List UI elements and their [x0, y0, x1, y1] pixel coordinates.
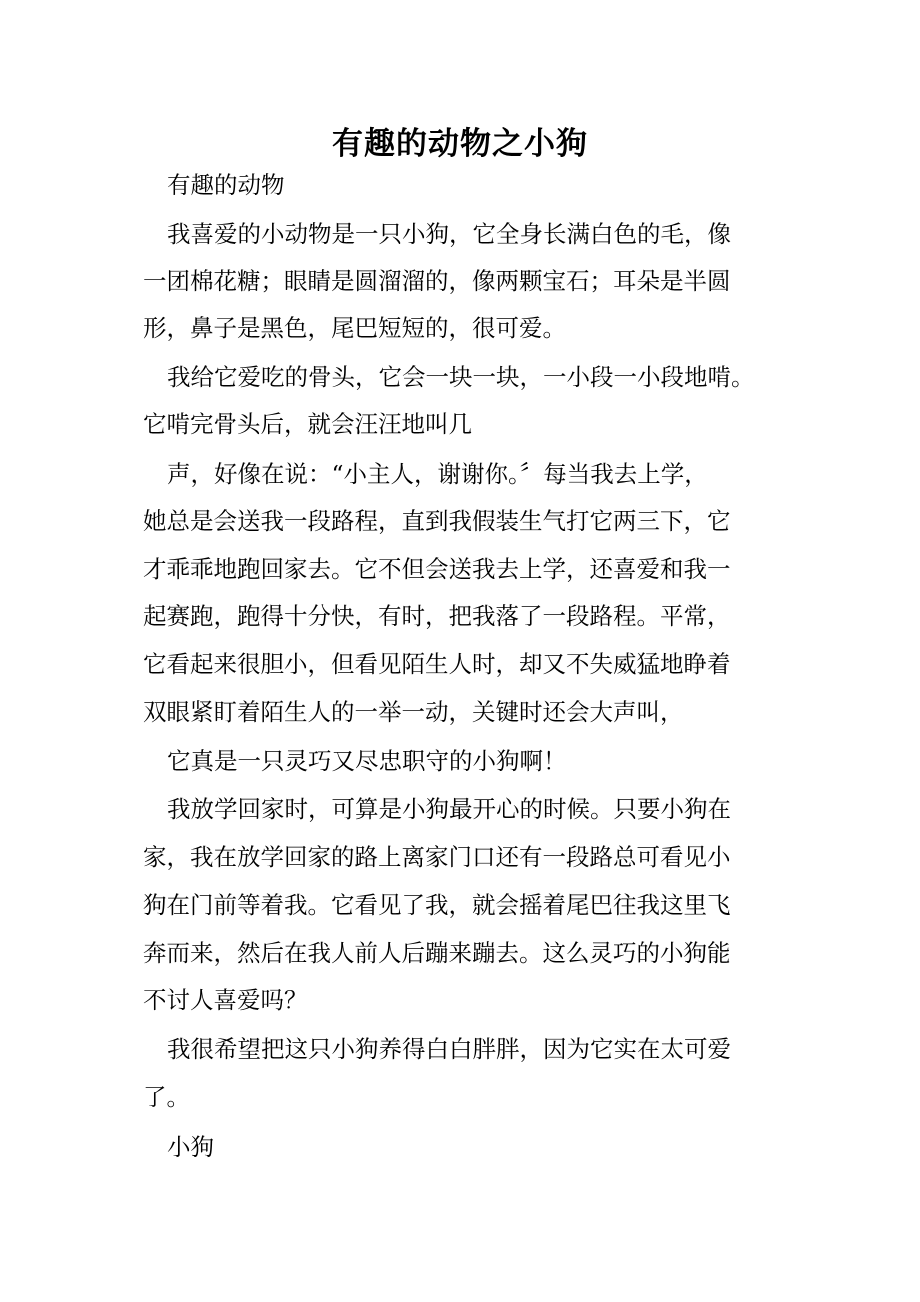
paragraph-line: 我放学回家时，可算是小狗最开心的时候。只要小狗在 [167, 795, 731, 823]
paragraph-line: 家，我在放学回家的路上离家门口还有一段路总可看见小 [143, 843, 731, 871]
paragraph-line: 她总是会送我一段路程，直到我假装生气打它两三下，它 [143, 507, 731, 535]
paragraph-line: 我很希望把这只小狗养得白白胖胖，因为它实在太可爱 [167, 1035, 731, 1063]
paragraph-line: 起赛跑，跑得十分快，有时，把我落了一段路程。平常， [143, 602, 731, 630]
document-title: 有趣的动物之小狗 [332, 126, 588, 162]
paragraph-line: 了。 [143, 1083, 190, 1111]
paragraph-line: 它看起来很胆小，但看见陌生人时，却又不失威猛地睁着 [143, 650, 731, 678]
paragraph-line: 声，好像在说：“小主人，谢谢你。〞每当我去上学， [167, 460, 708, 488]
paragraph-line: 形，鼻子是黑色，尾巴短短的，很可爱。 [143, 314, 566, 342]
paragraph-line: 一团棉花糖；眼睛是圆溜溜的，像两颗宝石；耳朵是半圆 [143, 267, 731, 295]
section-heading: 有趣的动物 [167, 171, 285, 199]
paragraph-line: 它真是一只灵巧又尽忠职守的小狗啊！ [167, 747, 567, 775]
paragraph-line: 双眼紧盯着陌生人的一举一动，关键时还会大声叫， [143, 698, 684, 726]
paragraph-line: 不讨人喜爱吗？ [143, 986, 308, 1014]
paragraph-line: 狗在门前等着我。它看见了我，就会摇着尾巴往我这里飞 [143, 891, 731, 919]
section-heading: 小狗 [167, 1133, 214, 1161]
paragraph-line: 才乖乖地跑回家去。它不但会送我去上学，还喜爱和我一 [143, 555, 731, 583]
paragraph-line: 我喜爱的小动物是一只小狗，它全身长满白色的毛，像 [167, 220, 731, 248]
paragraph-line: 奔而来，然后在我人前人后蹦来蹦去。这么灵巧的小狗能 [143, 939, 731, 967]
paragraph-line: 我给它爱吃的骨头，它会一块一块，一小段一小段地啃。 [167, 363, 755, 391]
paragraph-line: 它啃完骨头后，就会汪汪地叫几 [143, 410, 472, 438]
